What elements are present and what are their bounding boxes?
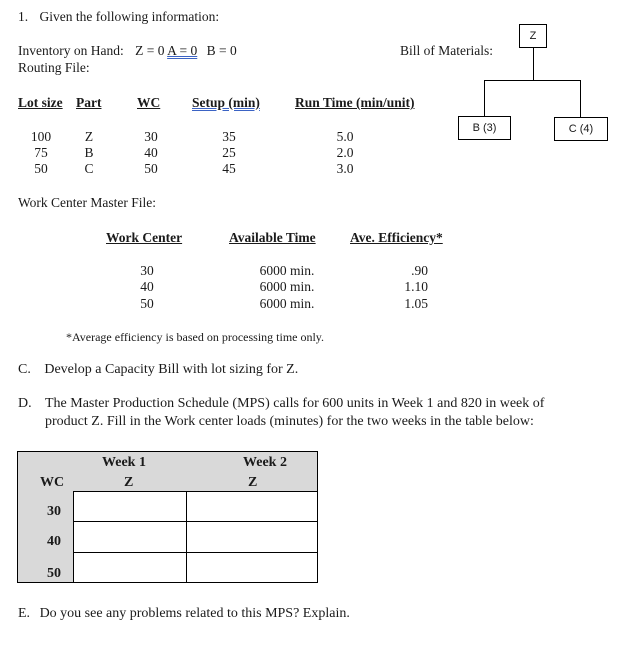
routing-run: 5.0 (336, 129, 354, 144)
routing-lot: 75 (34, 145, 48, 160)
load-table-week1: Week 1 (102, 455, 146, 470)
wc-time: 6000 min. (259, 279, 315, 294)
bom-connector (484, 80, 581, 81)
wc-efficiency: 1.10 (404, 279, 428, 294)
load-table-product2: Z (248, 475, 258, 490)
routing-part: Z (84, 129, 94, 144)
load-table-row-label: 40 (47, 534, 61, 549)
inventory-label: Inventory on Hand: (18, 43, 124, 58)
routing-wc: 40 (144, 145, 158, 160)
routing-header-setup: Setup (min) (192, 95, 260, 110)
part-e (18, 606, 350, 622)
routing-lot: 100 (30, 129, 52, 144)
wc-header-time: Available Time (229, 230, 316, 245)
load-table-product1: Z (124, 475, 134, 490)
load-table-week2: Week 2 (243, 455, 287, 470)
routing-setup: 45 (222, 161, 236, 176)
question-heading (18, 9, 219, 25)
routing-header-run: Run Time (min/unit) (295, 95, 415, 110)
bom-connector (580, 80, 581, 117)
routing-wc: 30 (144, 129, 158, 144)
efficiency-footnote: *Average efficiency is based on processing time only. (66, 330, 325, 344)
part-d-line2: product Z. Fill in the Work center loads (minutes) for the two weeks in the table below: (45, 414, 534, 429)
routing-header-lot: Lot size (18, 95, 63, 110)
part-c-letter: C. (18, 362, 31, 377)
load-table-wc-label: WC (40, 475, 65, 490)
load-cell-40-week2[interactable] (186, 521, 318, 553)
load-cell-30-week2[interactable] (186, 491, 318, 522)
inventory-line (18, 43, 237, 59)
part-e-text: Do you see any problems related to this MPS? Explain. (39, 606, 350, 621)
inventory-a: A = 0 (167, 43, 198, 58)
bom-label: Bill of Materials: (400, 43, 493, 58)
routing-lot: 50 (34, 161, 48, 176)
part-c-text: Develop a Capacity Bill with lot sizing for Z. (44, 362, 299, 377)
routing-setup: 35 (222, 129, 236, 144)
inventory-b: B = 0 (206, 43, 237, 58)
load-cell-50-week2[interactable] (186, 552, 318, 583)
routing-wc: 50 (144, 161, 158, 176)
bom-connector (484, 80, 485, 116)
work-center-title: Work Center Master File: (18, 195, 157, 210)
routing-setup: 25 (222, 145, 236, 160)
routing-header-part: Part (76, 95, 102, 110)
bom-root-box: Z (519, 24, 547, 48)
routing-part: B (84, 145, 94, 160)
part-d-letter: D. (18, 396, 32, 411)
wc-number: 50 (140, 296, 154, 311)
part-d-line1: The Master Production Schedule (MPS) calls for 600 units in Week 1 and 820 in week of (45, 396, 545, 411)
routing-run: 2.0 (336, 145, 354, 160)
wc-number: 30 (140, 263, 154, 278)
load-table-row-label: 50 (47, 566, 61, 581)
wc-time: 6000 min. (259, 263, 315, 278)
load-table-row-label: 30 (47, 504, 61, 519)
inventory-z: Z = 0 (135, 43, 165, 58)
routing-run: 3.0 (336, 161, 354, 176)
question-intro: Given the following information: (39, 9, 220, 24)
bom-child-b-box: B (3) (458, 116, 511, 140)
wc-header-center: Work Center (106, 230, 183, 245)
part-c (18, 362, 298, 378)
wc-number: 40 (140, 279, 154, 294)
question-number: 1. (18, 9, 29, 24)
routing-part: C (84, 161, 94, 176)
load-cell-50-week1[interactable] (73, 552, 187, 583)
wc-time: 6000 min. (259, 296, 315, 311)
bom-child-c-box: C (4) (554, 117, 608, 141)
routing-header-wc: WC (137, 95, 161, 110)
load-cell-30-week1[interactable] (73, 491, 187, 522)
load-cell-40-week1[interactable] (73, 521, 187, 553)
wc-efficiency: 1.05 (404, 296, 428, 311)
wc-efficiency: .90 (411, 263, 428, 278)
bom-connector (533, 48, 534, 80)
wc-header-efficiency: Ave. Efficiency* (350, 230, 443, 245)
routing-file-label: Routing File: (18, 60, 90, 75)
part-e-letter: E. (18, 606, 31, 621)
